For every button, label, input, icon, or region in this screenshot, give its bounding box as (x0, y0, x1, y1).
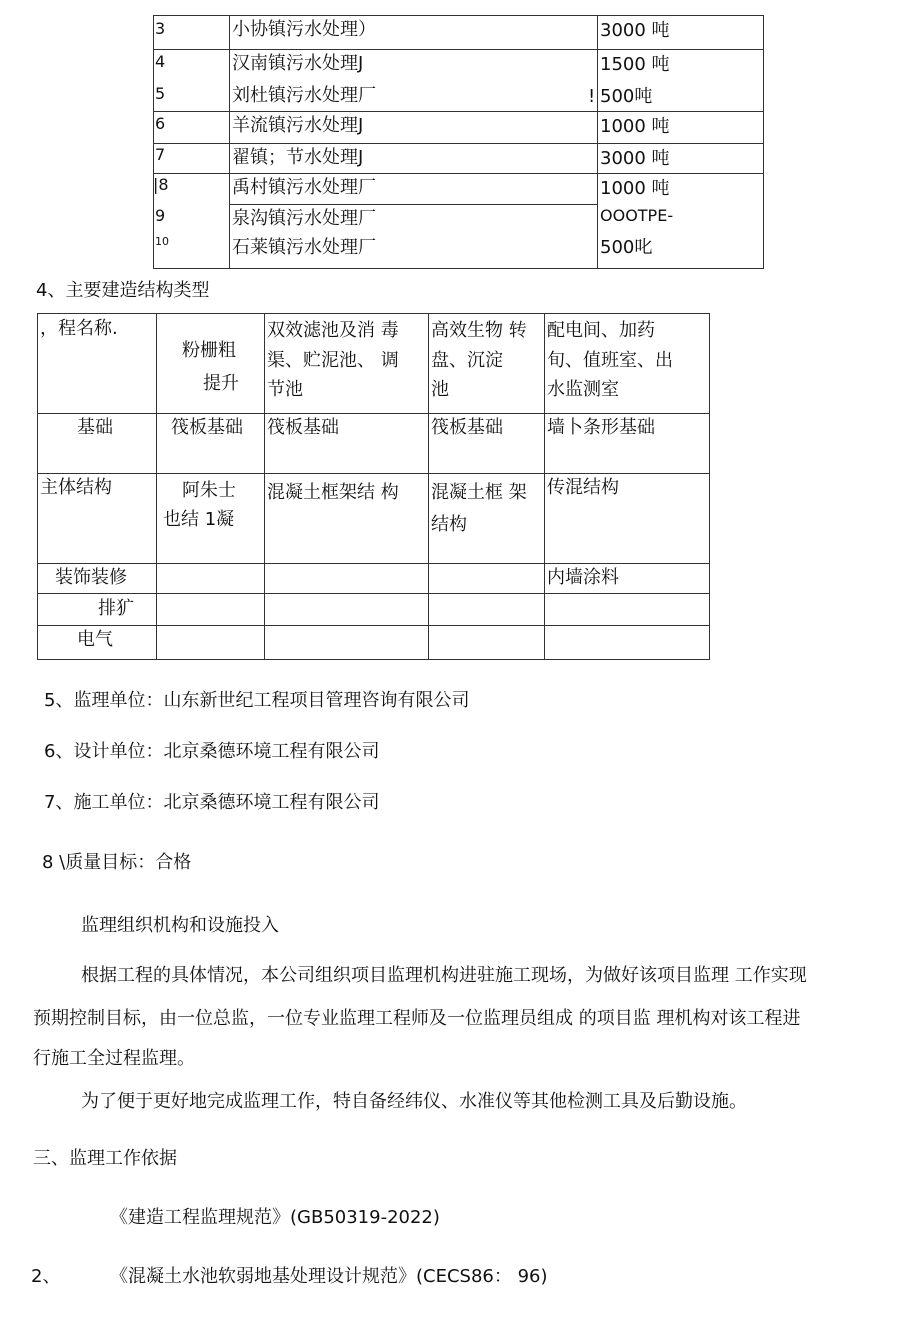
header-coarse-screen: 提升 (203, 373, 239, 394)
table-cell: 混凝土框 架 (431, 482, 527, 503)
basis-item: 《混凝土水池软弱地基处理设计规范》(CECS86： 96) (110, 1266, 548, 1287)
section-heading: 三、监理工作依据 (33, 1148, 177, 1169)
table-cell: 混凝土框架结 构 (267, 482, 399, 503)
quality-target: 8 \质量目标：合格 (42, 852, 192, 873)
row-label-foundation: 基础 (77, 417, 113, 438)
header-filter-tank: 渠、贮泥池、 调 (267, 350, 399, 371)
header-project-name: ，程名称. (40, 318, 118, 339)
table-cell: 结构 (431, 514, 467, 535)
header-bio-disc: 盘、沉淀 (431, 350, 503, 371)
org-heading: 监理组织机构和设施投入 (81, 915, 279, 936)
row-label-drainage: 排犷 (98, 598, 134, 619)
plant-name: 小协镇污水处理） (232, 19, 376, 40)
row-number: 6 (155, 114, 166, 133)
header-power-room: 旬、值班室、出 (547, 350, 673, 371)
header-filter-tank: 双效滤池及消 毒 (267, 320, 399, 341)
header-filter-tank: 节池 (267, 379, 303, 400)
row-number: 3 (155, 19, 166, 38)
plant-capacity: 1000 吨 (600, 116, 670, 137)
construction-unit: 7、施工单位：北京桑德环境工程有限公司 (44, 792, 380, 813)
plant-capacity: 3000 吨 (600, 20, 670, 41)
row-number: 10 (155, 235, 169, 248)
header-power-room: 水监测室 (547, 379, 619, 400)
header-bio-disc: 池 (431, 379, 449, 400)
header-bio-disc: 高效生物 转 (431, 320, 527, 341)
header-coarse-screen: 粉栅粗 (182, 340, 236, 361)
paragraph-line: 根据工程的具体情况，本公司组织项目监理机构进驻施工现场，为做好该项目监理 工作实现 (81, 965, 807, 986)
row-label-electrical: 电气 (77, 629, 113, 650)
supervisor-unit: 5、监理单位：山东新世纪工程项目管理咨询有限公司 (44, 690, 470, 711)
basis-item-number: 2、 (31, 1266, 61, 1287)
row-label-main-structure: 主体结构 (40, 477, 112, 498)
plant-name: 汉南镇污水处理J (232, 53, 364, 74)
plant-name: 翟镇；节水处理J (232, 147, 364, 168)
row-number: 9 (155, 206, 166, 225)
row-number: 5 (155, 84, 166, 103)
table-cell: 传混结构 (547, 477, 619, 498)
design-unit: 6、设计单位：北京桑德环境工程有限公司 (44, 741, 380, 762)
row-label-decoration: 装饰装修 (55, 567, 127, 588)
plant-capacity: 1000 吨 (600, 178, 670, 199)
section-heading: 4、主要建造结构类型 (36, 280, 210, 301)
plant-capacity: 3000 吨 (600, 148, 670, 169)
plant-capacity: OOOTPE- (600, 206, 674, 225)
table-cell: 也结 1凝 (163, 509, 235, 530)
paragraph-line: 行施工全过程监理。 (33, 1048, 195, 1069)
paragraph-line: 为了便于更好地完成监理工作，特自备经纬仪、水准仪等其他检测工具及后勤设施。 (81, 1091, 747, 1112)
plant-name: 羊流镇污水处理J (232, 115, 364, 136)
table-cell: 墙卜条形基础 (547, 417, 655, 438)
table-cell: 筏板基础 (431, 417, 503, 438)
paragraph-line: 预期控制目标，由一位总监，一位专业监理工程师及一位监理员组成 的项目监 理机构对该工程进 (33, 1008, 801, 1029)
plant-capacity: 1500 吨 (600, 54, 670, 75)
row-number: 7 (155, 145, 166, 164)
plant-name: 泉沟镇污水处理厂 (232, 208, 376, 229)
basis-item: 《建造工程监理规范》(GB50319-2022) (110, 1207, 440, 1228)
plant-capacity: 500吨 (600, 86, 653, 107)
plant-capacity: 500叱 (600, 237, 653, 258)
table-cell: 筏板基础 (171, 417, 243, 438)
table-cell: 内墙涂料 (547, 567, 619, 588)
table-cell: 阿朱士 (182, 480, 236, 501)
plant-name: 刘杜镇污水处理厂 (232, 85, 376, 106)
row-number: |8 (153, 175, 169, 194)
table-cell: 筏板基础 (267, 417, 339, 438)
stray-mark: ! (588, 86, 596, 107)
plant-name: 石莱镇污水处理厂 (232, 237, 376, 258)
plant-name: 禹村镇污水处理厂 (232, 177, 376, 198)
row-number: 4 (155, 52, 166, 71)
header-power-room: 配电间、加药 (547, 320, 655, 341)
